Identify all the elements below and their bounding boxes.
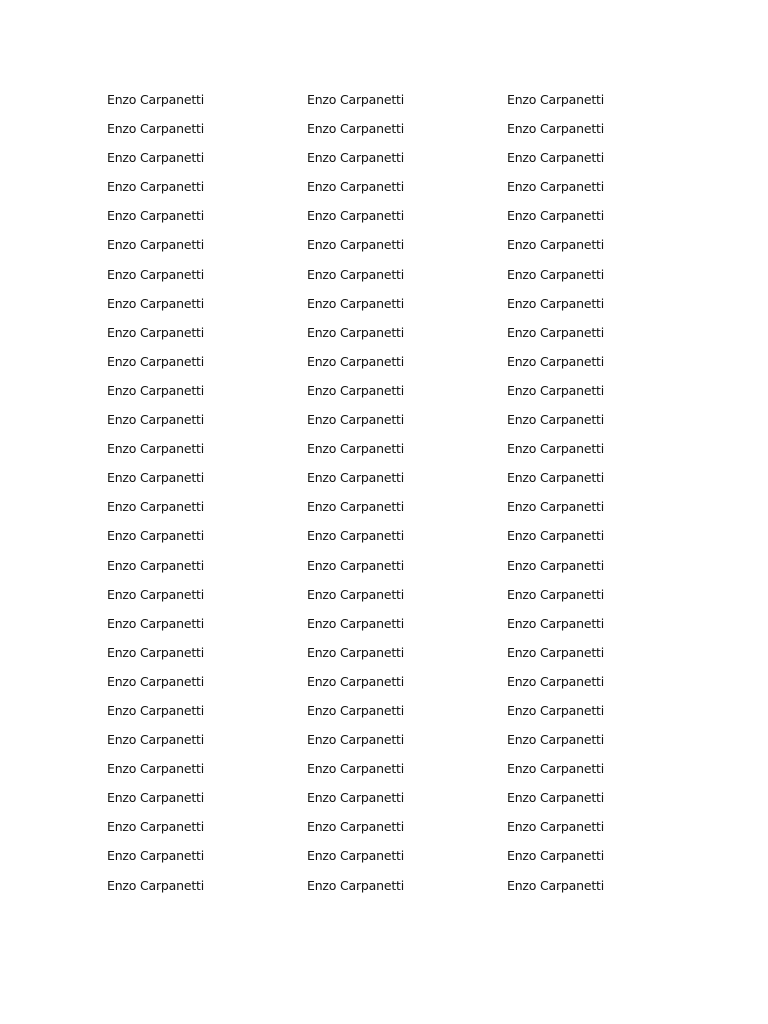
name-label: Enzo Carpanetti — [107, 586, 205, 602]
name-label: Enzo Carpanetti — [107, 208, 205, 224]
name-label: Enzo Carpanetti — [307, 266, 405, 282]
name-label: Enzo Carpanetti — [107, 382, 205, 398]
name-label: Enzo Carpanetti — [107, 412, 205, 428]
name-label: Enzo Carpanetti — [507, 121, 605, 137]
name-label: Enzo Carpanetti — [507, 295, 605, 311]
name-label: Enzo Carpanetti — [307, 121, 405, 137]
name-label: Enzo Carpanetti — [307, 528, 405, 544]
name-label: Enzo Carpanetti — [507, 499, 605, 515]
name-label: Enzo Carpanetti — [307, 237, 405, 253]
name-label: Enzo Carpanetti — [307, 295, 405, 311]
name-label: Enzo Carpanetti — [107, 848, 205, 864]
name-label: Enzo Carpanetti — [507, 877, 605, 893]
name-label: Enzo Carpanetti — [107, 702, 205, 718]
name-label: Enzo Carpanetti — [307, 819, 405, 835]
name-label: Enzo Carpanetti — [307, 732, 405, 748]
name-label: Enzo Carpanetti — [507, 761, 605, 777]
name-label: Enzo Carpanetti — [307, 92, 405, 107]
name-label: Enzo Carpanetti — [307, 179, 405, 195]
name-label: Enzo Carpanetti — [507, 382, 605, 398]
name-label: Enzo Carpanetti — [107, 121, 205, 137]
name-label: Enzo Carpanetti — [107, 237, 205, 253]
name-label: Enzo Carpanetti — [107, 470, 205, 486]
name-label: Enzo Carpanetti — [107, 295, 205, 311]
name-label: Enzo Carpanetti — [507, 179, 605, 195]
name-label: Enzo Carpanetti — [507, 266, 605, 282]
name-label: Enzo Carpanetti — [107, 92, 205, 107]
name-label: Enzo Carpanetti — [307, 208, 405, 224]
name-label: Enzo Carpanetti — [307, 790, 405, 806]
name-label: Enzo Carpanetti — [507, 237, 605, 253]
name-label: Enzo Carpanetti — [307, 499, 405, 515]
name-label: Enzo Carpanetti — [307, 761, 405, 777]
name-label: Enzo Carpanetti — [507, 208, 605, 224]
name-label: Enzo Carpanetti — [307, 470, 405, 486]
name-label: Enzo Carpanetti — [107, 557, 205, 573]
name-label: Enzo Carpanetti — [307, 673, 405, 689]
name-label: Enzo Carpanetti — [107, 673, 205, 689]
name-label: Enzo Carpanetti — [307, 702, 405, 718]
name-label: Enzo Carpanetti — [307, 412, 405, 428]
name-label: Enzo Carpanetti — [507, 702, 605, 718]
name-label: Enzo Carpanetti — [507, 586, 605, 602]
name-label: Enzo Carpanetti — [507, 92, 605, 107]
name-label: Enzo Carpanetti — [507, 615, 605, 631]
name-label: Enzo Carpanetti — [107, 150, 205, 166]
name-label: Enzo Carpanetti — [507, 790, 605, 806]
name-label: Enzo Carpanetti — [107, 499, 205, 515]
name-label: Enzo Carpanetti — [507, 441, 605, 457]
name-label: Enzo Carpanetti — [107, 528, 205, 544]
name-label: Enzo Carpanetti — [107, 644, 205, 660]
name-label: Enzo Carpanetti — [507, 470, 605, 486]
name-label: Enzo Carpanetti — [507, 819, 605, 835]
name-label: Enzo Carpanetti — [307, 353, 405, 369]
name-label: Enzo Carpanetti — [107, 819, 205, 835]
name-label: Enzo Carpanetti — [507, 528, 605, 544]
name-label: Enzo Carpanetti — [107, 266, 205, 282]
name-label: Enzo Carpanetti — [507, 557, 605, 573]
name-label: Enzo Carpanetti — [307, 441, 405, 457]
name-label: Enzo Carpanetti — [307, 150, 405, 166]
name-label: Enzo Carpanetti — [107, 441, 205, 457]
name-label: Enzo Carpanetti — [307, 382, 405, 398]
name-label: Enzo Carpanetti — [107, 179, 205, 195]
name-label: Enzo Carpanetti — [507, 848, 605, 864]
name-label: Enzo Carpanetti — [507, 353, 605, 369]
name-label: Enzo Carpanetti — [507, 673, 605, 689]
name-label: Enzo Carpanetti — [307, 324, 405, 340]
name-label: Enzo Carpanetti — [507, 732, 605, 748]
name-label: Enzo Carpanetti — [307, 586, 405, 602]
name-label: Enzo Carpanetti — [507, 644, 605, 660]
name-label: Enzo Carpanetti — [307, 644, 405, 660]
name-label: Enzo Carpanetti — [307, 877, 405, 893]
name-label: Enzo Carpanetti — [107, 761, 205, 777]
name-label: Enzo Carpanetti — [107, 615, 205, 631]
name-label: Enzo Carpanetti — [307, 615, 405, 631]
name-label: Enzo Carpanetti — [107, 324, 205, 340]
name-label: Enzo Carpanetti — [107, 790, 205, 806]
label-grid — [107, 91, 667, 906]
name-label: Enzo Carpanetti — [107, 353, 205, 369]
name-label: Enzo Carpanetti — [507, 150, 605, 166]
name-label: Enzo Carpanetti — [507, 324, 605, 340]
name-label: Enzo Carpanetti — [507, 412, 605, 428]
name-label: Enzo Carpanetti — [107, 732, 205, 748]
name-label: Enzo Carpanetti — [107, 877, 205, 893]
name-label: Enzo Carpanetti — [307, 557, 405, 573]
name-label: Enzo Carpanetti — [307, 848, 405, 864]
